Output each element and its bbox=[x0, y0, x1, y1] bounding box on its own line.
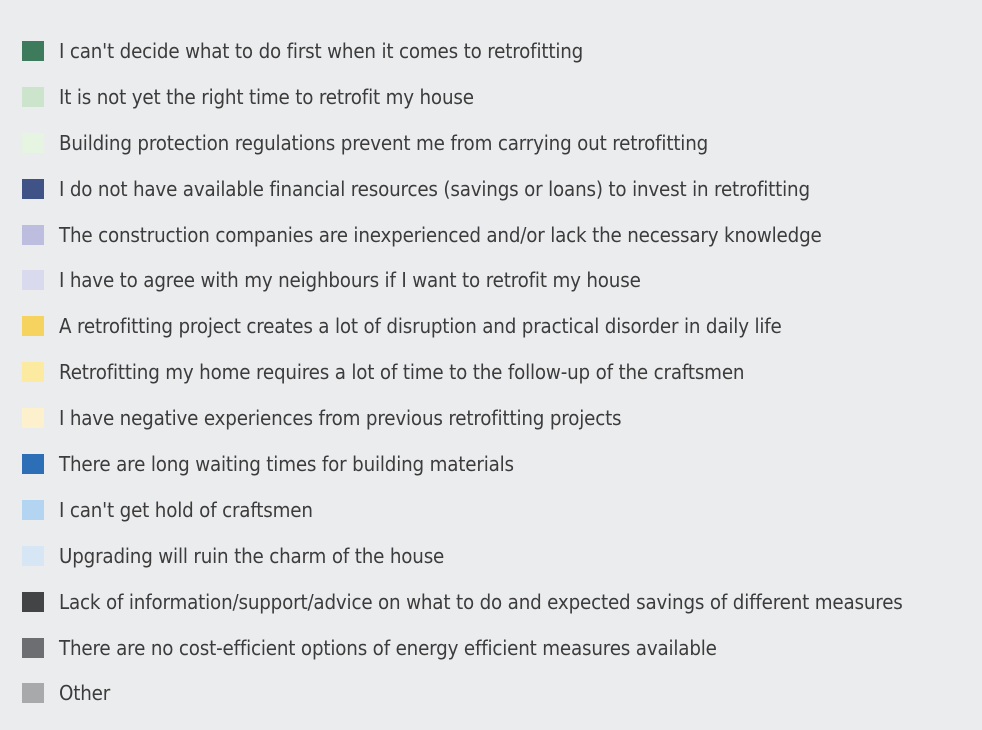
legend-label: I can't decide what to do first when it comes to retrofitting bbox=[59, 38, 584, 63]
legend-item[interactable] bbox=[22, 441, 977, 487]
legend-item[interactable] bbox=[22, 579, 977, 625]
legend-item[interactable] bbox=[22, 670, 977, 716]
legend-label: Upgrading will ruin the charm of the house bbox=[59, 543, 445, 568]
legend-label: I do not have available financial resources (savings or loans) to invest in retrofitting bbox=[59, 176, 810, 201]
legend-item[interactable] bbox=[22, 533, 977, 579]
legend-swatch bbox=[22, 133, 44, 153]
legend-item[interactable] bbox=[22, 395, 977, 441]
legend-swatch bbox=[22, 408, 44, 428]
legend-swatch bbox=[22, 316, 44, 336]
legend-swatch bbox=[22, 225, 44, 245]
legend-label: Other bbox=[59, 681, 111, 706]
legend-label: Retrofitting my home requires a lot of time to the follow-up of the craftsmen bbox=[59, 360, 745, 385]
legend-swatch bbox=[22, 500, 44, 520]
legend-swatch bbox=[22, 683, 44, 703]
legend-swatch bbox=[22, 270, 44, 290]
legend-label: There are long waiting times for building materials bbox=[59, 451, 514, 476]
legend-label: I have negative experiences from previous retrofitting projects bbox=[59, 406, 622, 431]
legend-label: A retrofitting project creates a lot of disruption and practical disorder in daily life bbox=[59, 314, 782, 339]
legend-label: Lack of information/support/advice on what to do and expected savings of different measures bbox=[59, 589, 903, 614]
legend-label: I can't get hold of craftsmen bbox=[59, 497, 313, 522]
legend-label: It is not yet the right time to retrofit my house bbox=[59, 84, 474, 109]
legend-label: I have to agree with my neighbours if I want to retrofit my house bbox=[59, 268, 641, 293]
legend-swatch bbox=[22, 41, 44, 61]
legend-item[interactable] bbox=[22, 625, 977, 671]
legend-item[interactable] bbox=[22, 166, 977, 212]
legend-swatch bbox=[22, 362, 44, 382]
legend-item[interactable] bbox=[22, 257, 977, 303]
legend-item[interactable] bbox=[22, 349, 977, 395]
legend-swatch bbox=[22, 179, 44, 199]
legend-item[interactable] bbox=[22, 120, 977, 166]
legend-item[interactable] bbox=[22, 28, 977, 74]
legend-swatch bbox=[22, 454, 44, 474]
legend-label: There are no cost-efficient options of energy efficient measures available bbox=[59, 635, 717, 660]
legend-swatch bbox=[22, 638, 44, 658]
legend-swatch bbox=[22, 87, 44, 107]
legend-item[interactable] bbox=[22, 487, 977, 533]
legend-swatch bbox=[22, 546, 44, 566]
legend-item[interactable] bbox=[22, 74, 977, 120]
chart-legend bbox=[22, 28, 977, 716]
legend-swatch bbox=[22, 592, 44, 612]
legend-label: Building protection regulations prevent me from carrying out retrofitting bbox=[59, 130, 709, 155]
legend-label: The construction companies are inexperienced and/or lack the necessary knowledge bbox=[59, 222, 822, 247]
legend-item[interactable] bbox=[22, 303, 977, 349]
legend-item[interactable] bbox=[22, 212, 977, 258]
